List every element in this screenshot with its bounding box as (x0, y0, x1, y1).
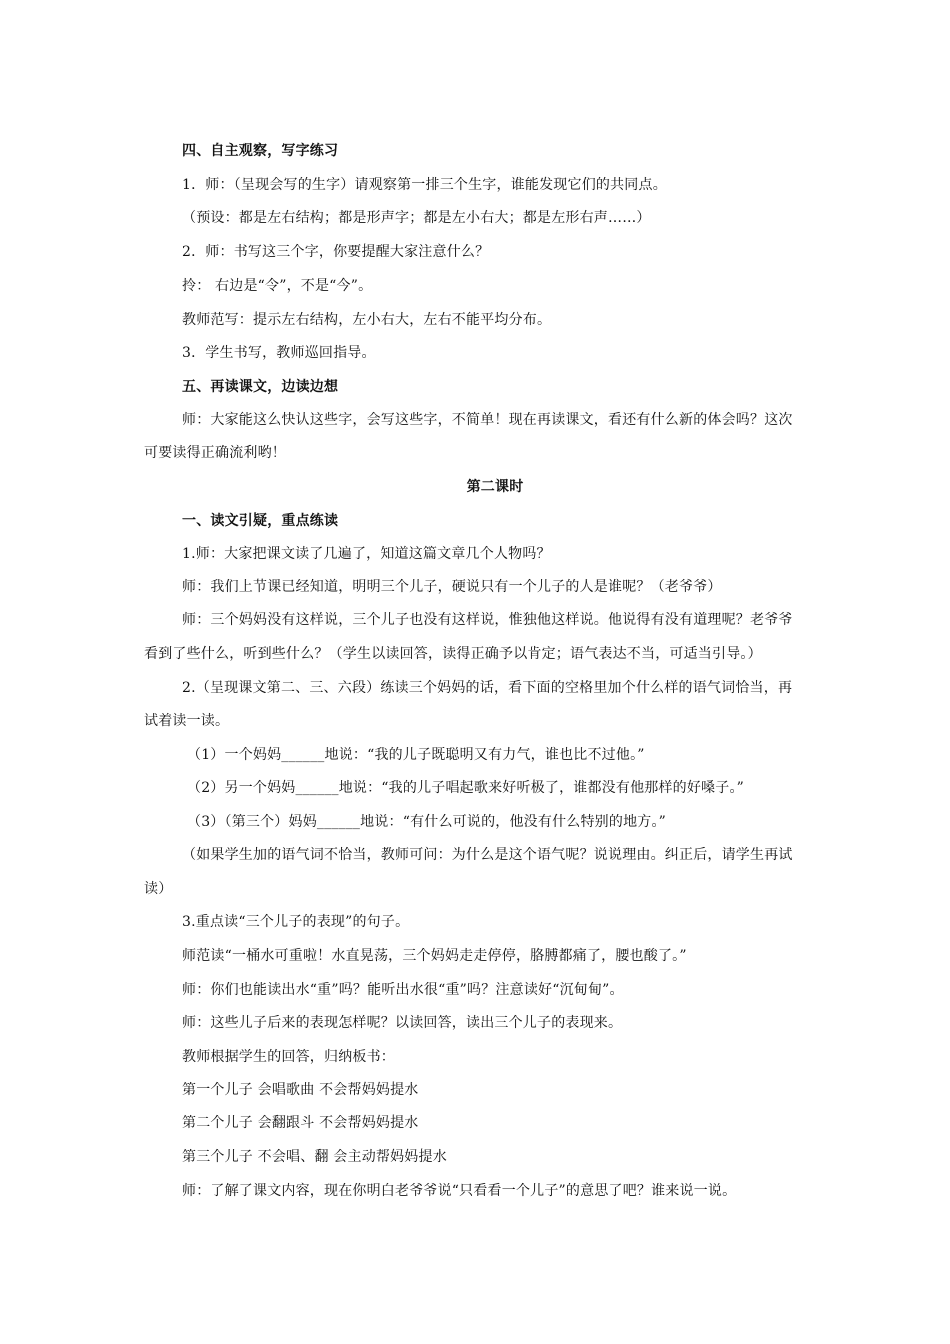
exercise-item: （2）另一个妈妈______地说：“我的儿子唱起歌来好听极了，谁都没有他那样的好嗓子。” (187, 780, 745, 796)
paragraph: 师：三个妈妈没有这样说，三个儿子也没有这样说，惟独他这样说。他说得有没有道理呢？老爷爷 (182, 612, 793, 628)
paragraph: 师范读“一桶水可重啦！水直晃荡，三个妈妈走走停停，胳膊都痛了，腰也酸了。” (182, 948, 687, 964)
paragraph-continuation: 试着读一读。 (144, 713, 230, 729)
paragraph: 2.（呈现课文第二、三、六段）练读三个妈妈的话，看下面的空格里加个什么样的语气词恰当，再 (182, 680, 793, 696)
paragraph: 3.重点读“三个儿子的表现”的句子。 (182, 914, 410, 930)
paragraph: 教师根据学生的回答，归纳板书： (182, 1049, 395, 1065)
paragraph: 师：你们也能读出水“重”吗？能听出水很“重”吗？注意读好“沉甸甸”。 (182, 982, 624, 998)
section-heading-4: 四、自主观察，写字练习 (182, 143, 339, 159)
section-heading-1: 一、读文引疑，重点练读 (182, 513, 339, 529)
board-note: 第二个儿子 会翻跟斗 不会帮妈妈提水 (182, 1115, 419, 1131)
paragraph: 教师范写：提示左右结构，左小右大，左右不能平均分布。 (182, 312, 552, 328)
paragraph: 师：我们上节课已经知道，明明三个儿子，硬说只有一个儿子的人是谁呢？（老爷爷） (182, 579, 722, 595)
paragraph: 师：了解了课文内容，现在你明白老爷爷说“只看看一个儿子”的意思了吧？谁来说一说。 (182, 1183, 737, 1199)
paragraph-continuation: 可要读得正确流利哟！ (144, 445, 286, 461)
paragraph: 1.师：大家把课文读了几遍了，知道这篇文章几个人物吗？ (182, 546, 551, 562)
exercise-item: （1）一个妈妈______地说：“我的儿子既聪明又有力气，谁也比不过他。” (187, 747, 645, 763)
paragraph: 师：这些儿子后来的表现怎样呢？以读回答，读出三个儿子的表现来。 (182, 1015, 623, 1031)
paragraph-continuation: 看到了些什么，听到些什么？（学生以读回答，读得正确予以肯定；语气表达不当，可适当引导。） (144, 646, 762, 662)
lesson-title: 第二课时 (466, 479, 524, 495)
paragraph: 3．学生书写，教师巡回指导。 (182, 345, 376, 361)
paragraph: 1．师：（呈现会写的生字）请观察第一排三个生字，谁能发现它们的共同点。 (182, 177, 667, 193)
board-note: 第三个儿子 不会唱、翻 会主动帮妈妈提水 (182, 1149, 447, 1165)
section-heading-5: 五、再读课文，边读边想 (182, 379, 339, 395)
paragraph: 拎： 右边是“令”，不是“今”。 (182, 278, 373, 294)
paragraph-continuation: 读） (144, 881, 173, 897)
exercise-item: （3）（第三个）妈妈______地说：“有什么可说的，他没有什么特别的地方。” (187, 814, 667, 830)
board-note: 第一个儿子 会唱歌曲 不会帮妈妈提水 (182, 1082, 419, 1098)
paragraph: 师：大家能这么快认这些字，会写这些字，不简单！现在再读课文，看还有什么新的体会吗？这次 (182, 412, 793, 428)
paragraph: （预设：都是左右结构；都是形声字；都是左小右大；都是左形右声……） (182, 210, 651, 226)
paragraph: 2．师：书写这三个字，你要提醒大家注意什么？ (182, 244, 490, 260)
paragraph: （如果学生加的语气词不恰当，教师可问：为什么是这个语气呢？说说理由。纠正后，请学生再试 (182, 847, 793, 863)
